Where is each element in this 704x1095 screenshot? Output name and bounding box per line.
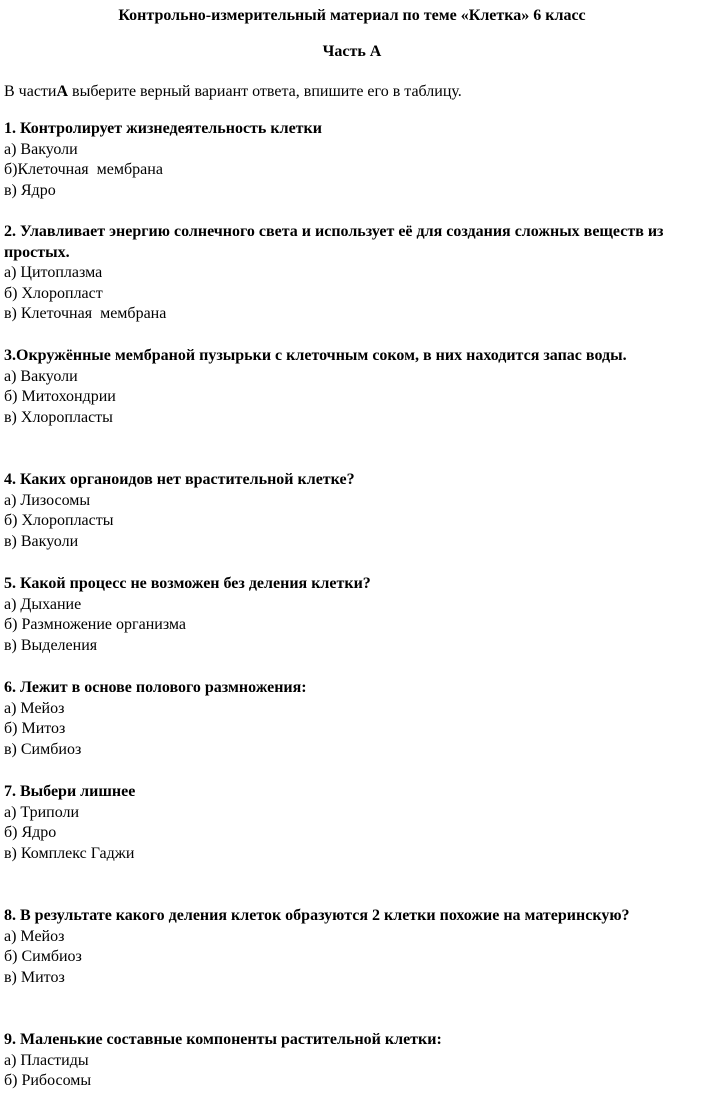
question-5 <box>4 574 684 656</box>
question-text: 8. В результате какого деления клеток образуются 2 клетки похожие на материнскую? <box>4 907 630 924</box>
instructions <box>4 82 462 102</box>
answer-option: в) Симбиоз <box>4 740 82 758</box>
answer-option: в) Ядро <box>4 181 56 199</box>
answer-option: б) Ядро <box>4 824 57 841</box>
answer-option: в) Митоз <box>4 968 65 986</box>
answer-option: б) Митохондрии <box>4 388 116 405</box>
question-text: 5. Какой процесс не возможен без деления клетки? <box>4 575 371 592</box>
question-text: 2. Улавливает энергию солнечного света и использует её для создания сложных веществ из простых. <box>4 223 664 261</box>
answer-option: а) Мейоз <box>4 699 65 717</box>
answer-option: б) Хлоропласты <box>4 512 114 529</box>
answer-option: б) Симбиоз <box>4 948 82 965</box>
answer-option: а) Вакуоли <box>4 140 78 158</box>
question-text: 6. Лежит в основе полового размножения: <box>4 679 307 696</box>
answer-option: а) Цитоплазма <box>4 264 103 281</box>
part-heading: Часть А <box>322 43 382 60</box>
question-3 <box>4 346 684 428</box>
answer-option: в) Комплекс Гаджи <box>4 844 135 862</box>
document-title: Контрольно-измерительный материал по теме «Клетка» 6 класс <box>118 7 586 24</box>
question-8 <box>4 906 684 988</box>
question-1 <box>4 119 684 201</box>
instructions-bold: А <box>56 83 69 100</box>
answer-option: а) Мейоз <box>4 927 65 945</box>
question-2 <box>4 222 684 325</box>
answer-option: а) Триполи <box>4 803 80 821</box>
instructions-suffix: выберите верный вариант ответа, впишите его в таблицу. <box>68 83 462 100</box>
question-text: 3.Окружённые мембраной пузырьки с клеточным соком, в них находится запас воды. <box>4 347 627 364</box>
question-text: 4. Каких органоидов нет врастительной клетке? <box>4 471 355 488</box>
answer-option: б) Хлоропласт <box>4 284 103 302</box>
question-text: 9. Маленькие составные компоненты растительной клетки: <box>4 1031 442 1048</box>
question-6 <box>4 678 684 760</box>
answer-option: а) Лизосомы <box>4 491 91 509</box>
instructions-prefix: В части <box>4 83 57 100</box>
question-text: 1. Контролирует жизнедеятельность клетки <box>4 120 322 137</box>
question-7 <box>4 782 684 864</box>
question-4 <box>4 470 684 552</box>
answer-option: б) Митоз <box>4 720 66 737</box>
answer-option: в) Вакуоли <box>4 532 79 550</box>
answer-option: в) Выделения <box>4 636 98 654</box>
answer-option: а) Дыхание <box>4 595 82 613</box>
answer-option: а) Вакуоли <box>4 367 78 385</box>
answer-option: б) Рибосомы <box>4 1072 92 1089</box>
question-text: 7. Выбери лишнее <box>4 783 136 800</box>
answer-option: а) Пластиды <box>4 1051 89 1069</box>
answer-option: б)Клеточная мембрана <box>4 161 163 178</box>
answer-option: в) Хлоропласты <box>4 408 113 426</box>
question-9 <box>4 1030 684 1092</box>
answer-option: б) Размножение организма <box>4 616 187 633</box>
answer-option: в) Клеточная мембрана <box>4 305 167 322</box>
